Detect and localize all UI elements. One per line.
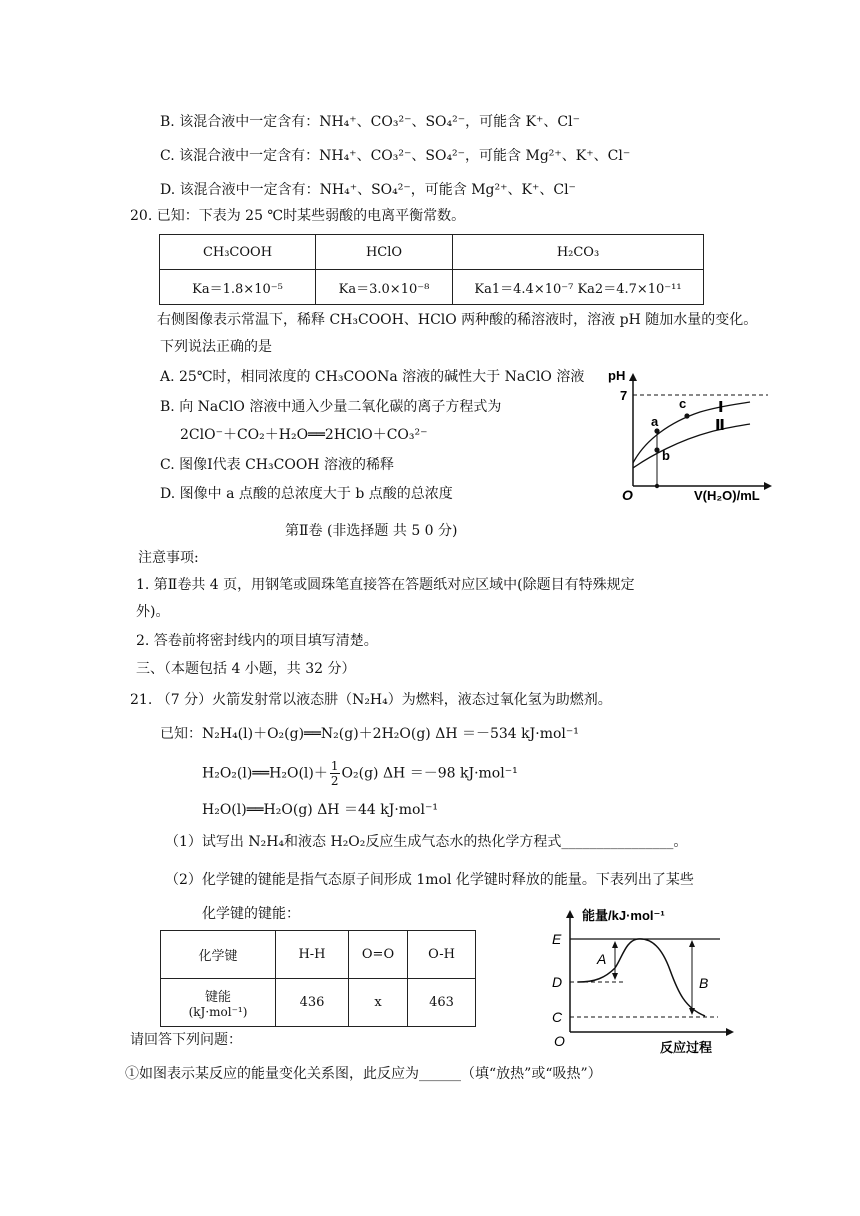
- energy-o-h: 463: [408, 979, 476, 1027]
- ka-value-hclo: Ka＝3.0×10⁻⁸: [316, 270, 453, 305]
- q21-part-1: （1）试写出 N₂H₄和液态 H₂O₂反应生成气态水的热化学方程式________________。: [165, 834, 688, 850]
- q21-stem: 21. （7 分）火箭发射常以液态肼（N₂H₄）为燃料，液态过氧化氢为助燃剂。: [130, 692, 612, 708]
- volume-axis-label: V(H₂O)/mL: [694, 488, 760, 503]
- ka-header-h2co3: H₂CO₃: [453, 235, 704, 270]
- q20-option-b: B. 向 NaClO 溶液中通入少量二氧化碳的离子方程式为: [160, 399, 502, 415]
- bond-header: 化学键: [161, 931, 276, 979]
- energy-h-h: 436: [276, 979, 349, 1027]
- section-heading: 三、（本题包括 4 小题，共 32 分）: [136, 661, 356, 677]
- notice-1-cont: 外)。: [136, 604, 170, 620]
- answer-prompt: 请回答下列问题：: [130, 1032, 242, 1048]
- q21-part-2-cont: 化学键的键能：: [202, 906, 300, 922]
- origin-label: O: [622, 487, 633, 503]
- half-fraction: $\frac{1}{2}$: [330, 759, 339, 788]
- bond-o-h: O-H: [408, 931, 476, 979]
- q21-part-2: （2）化学键的键能是指气态原子间形成 1mol 化学键时释放的能量。下表列出了某些: [165, 872, 694, 888]
- point-b-label: b: [662, 448, 670, 463]
- q21-subquestion-1: ①如图表示某反应的能量变化关系图，此反应为______（填“放热”或“吸热”）: [125, 1066, 602, 1082]
- q19-option-c: C. 该混合液中一定含有：NH₄⁺、CO₃²⁻、SO₄²⁻，可能含 Mg²⁺、K⁺、Cl⁻: [160, 148, 631, 164]
- q19-option-b: B. 该混合液中一定含有：NH₄⁺、CO₃²⁻、SO₄²⁻，可能含 K⁺、Cl⁻: [160, 114, 581, 130]
- point-a-label: a: [651, 414, 659, 429]
- notice-1: 1. 第Ⅱ卷共 4 页，用钢笔或圆珠笔直接答在答题纸对应区域中(除题目有特殊规定: [136, 577, 635, 593]
- energy-label-d: D: [552, 974, 563, 990]
- eq2-right: O₂(g) ΔH ＝－98 kJ·mol⁻¹: [341, 765, 518, 782]
- notice-heading: 注意事项:: [138, 550, 199, 566]
- part2-title: 第Ⅱ卷 (非选择题 共 5 0 分): [285, 523, 458, 539]
- energy-diagram: [540, 900, 740, 1058]
- energy-label-e: E: [552, 931, 562, 947]
- ph-dilution-graph: [600, 360, 780, 506]
- energy-label-c: C: [552, 1009, 563, 1025]
- reaction-axis-label: 反应过程: [660, 1040, 713, 1055]
- q20-ask: 下列说法正确的是: [160, 339, 272, 355]
- ka-value-ch3cooh: Ka＝1.8×10⁻⁵: [160, 270, 316, 305]
- q20-option-b-equation: 2ClO⁻＋CO₂＋H₂O══2HClO＋CO₃²⁻: [180, 427, 428, 443]
- energy-axis-label: 能量/kJ·mol⁻¹: [582, 908, 665, 923]
- q21-equation-1: 已知：N₂H₄(l)＋O₂(g)══N₂(g)＋2H₂O(g) ΔH ＝－534 kJ·mol⁻¹: [160, 726, 579, 742]
- ka-value-h2co3: Ka1＝4.4×10⁻⁷ Ka2＝4.7×10⁻¹¹: [453, 270, 704, 305]
- energy-header: 键能 (kJ·mol⁻¹): [161, 979, 276, 1027]
- notice-2: 2. 答卷前将密封线内的项目填写清楚。: [136, 633, 378, 649]
- curve-2-label: Ⅱ: [715, 417, 725, 434]
- q20-option-d: D. 图像中 a 点酸的总浓度大于 b 点酸的总浓度: [160, 486, 453, 502]
- bond-energy-table: [160, 930, 476, 1027]
- point-c-label: c: [679, 396, 687, 411]
- energy-origin-label: O: [554, 1033, 565, 1049]
- bond-o-o: O=O: [349, 931, 408, 979]
- q21-equation-2: [202, 759, 518, 788]
- ka-table: [159, 234, 704, 305]
- ph-axis-label: pH: [608, 368, 626, 383]
- q20-stem: 20. 已知：下表为 25 ℃时某些弱酸的电离平衡常数。: [130, 208, 466, 224]
- arrow-a-label: A: [597, 951, 607, 967]
- energy-o-o: x: [349, 979, 408, 1027]
- curve-1-label: Ⅰ: [718, 399, 724, 416]
- arrow-b-label: B: [699, 975, 709, 991]
- q20-option-c: C. 图像Ⅰ代表 CH₃COOH 溶液的稀释: [160, 457, 394, 473]
- q20-description: 右侧图像表示常温下，稀释 CH₃COOH、HClO 两种酸的稀溶液时，溶液 pH 随加水量的变化。: [157, 312, 758, 328]
- q20-option-a: A. 25℃时，相同浓度的 CH₃COONa 溶液的碱性大于 NaClO 溶液: [160, 369, 585, 385]
- q19-option-d: D. 该混合液中一定含有：NH₄⁺、SO₄²⁻，可能含 Mg²⁺、K⁺、Cl⁻: [160, 182, 576, 198]
- eq2-left: H₂O₂(l)══H₂O(l)＋: [202, 765, 328, 782]
- bond-h-h: H-H: [276, 931, 349, 979]
- ka-header-ch3cooh: CH₃COOH: [160, 235, 316, 270]
- ka-header-hclo: HClO: [316, 235, 453, 270]
- q21-equation-3: H₂O(l)══H₂O(g) ΔH ＝44 kJ·mol⁻¹: [202, 802, 438, 818]
- ph-7-label: 7: [620, 388, 628, 403]
